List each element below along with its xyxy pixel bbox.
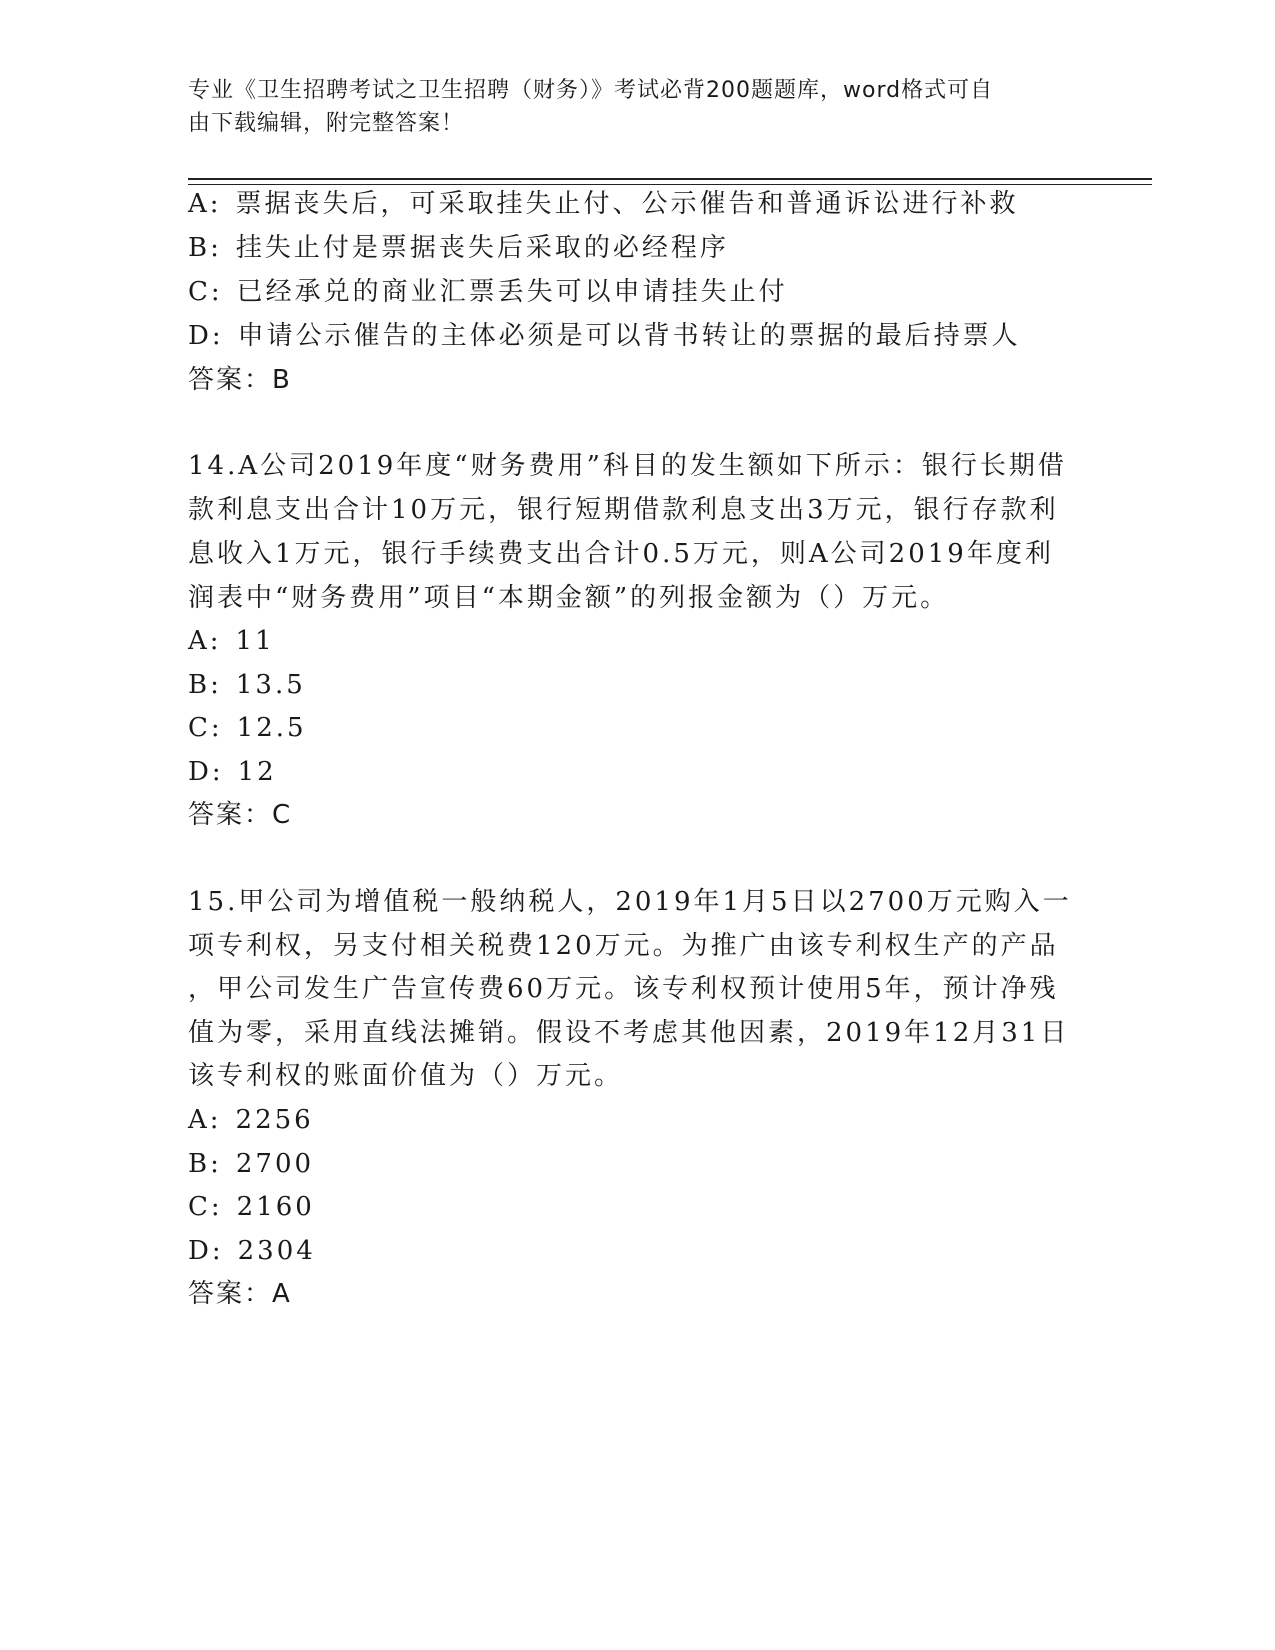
q15-option-d [188,1233,316,1269]
header-line-2: 由下载编辑，附完整答案！ [188,111,465,136]
option-letter: C: [188,1192,223,1222]
option-letter: D: [188,1236,224,1266]
option-text: 票据丧失后，可采取挂失止付、公示催告和普通诉讼进行补救 [235,189,1019,219]
q15-stem-line-5: 该专利权的账面价值为（）万元。 [188,1061,624,1091]
option-text: 申请公示催告的主体必须是可以背书转让的票据的最后持票人 [237,321,1021,351]
header-rule-thick [188,178,1152,180]
q13-option-a [188,186,1019,222]
q15-option-a [188,1102,314,1138]
q14-option-d [188,754,277,790]
option-text: 2304 [237,1236,316,1266]
q15-stem-line-4: 值为零，采用直线法摊销。假设不考虑其他因素，2019年12月31日 [188,1018,1070,1048]
q15-answer: 答案：A [188,1279,292,1309]
option-text: 11 [235,626,275,656]
option-text: 2160 [236,1192,315,1222]
header-rule-thin [188,184,1152,185]
q15-option-c [188,1189,315,1225]
option-letter: C: [188,277,223,307]
option-letter: A: [188,189,222,219]
document-header [188,74,1078,140]
q13-option-d [188,318,1021,354]
option-text: 挂失止付是票据丧失后采取的必经程序 [235,233,729,263]
q14-stem-line-1: 14.A公司2019年度“财务费用”科目的发生额如下所示：银行长期借 [188,451,1067,481]
q14-stem-line-2: 款利息支出合计10万元，银行短期借款利息支出3万元，银行存款利 [188,495,1059,525]
q13-option-b [188,230,729,266]
option-text: 2700 [235,1149,315,1179]
q15-stem-line-1: 15.甲公司为增值税一般纳税人，2019年1月5日以2700万元购入一 [188,887,1072,917]
q14-option-b [188,667,306,703]
option-letter: A: [188,1105,222,1135]
option-letter: D: [188,757,224,787]
q13-option-c [188,274,788,310]
option-text: 12.5 [236,713,307,743]
q14-stem-line-3: 息收入1万元，银行手续费支出合计0.5万元，则A公司2019年度利 [188,539,1054,569]
q14-option-a [188,623,275,659]
header-line-1: 专业《卫生招聘考试之卫生招聘（财务）》考试必背200题题库，word格式可自 [188,78,994,103]
q14-answer: 答案：C [188,800,293,830]
q15-stem-line-3: ，甲公司发生广告宣传费60万元。该专利权预计使用5年，预计净残 [188,974,1059,1004]
q13-answer: 答案：B [188,365,292,395]
q14-stem-line-4: 润表中“财务费用”项目“本期金额”的列报金额为（）万元。 [188,583,950,613]
option-letter: B: [188,670,222,700]
q14-option-c [188,710,307,746]
option-text: 2256 [235,1105,314,1135]
option-text: 13.5 [235,670,306,700]
option-letter: D: [188,321,224,351]
option-text: 已经承兑的商业汇票丢失可以申请挂失止付 [236,277,788,307]
option-letter: A: [188,626,222,656]
q15-option-b [188,1146,314,1182]
option-text: 12 [237,757,277,787]
option-letter: B: [188,1149,222,1179]
option-letter: C: [188,713,223,743]
q15-stem-line-2: 项专利权，另支付相关税费120万元。为推广由该专利权生产的产品 [188,931,1059,961]
option-letter: B: [188,233,222,263]
